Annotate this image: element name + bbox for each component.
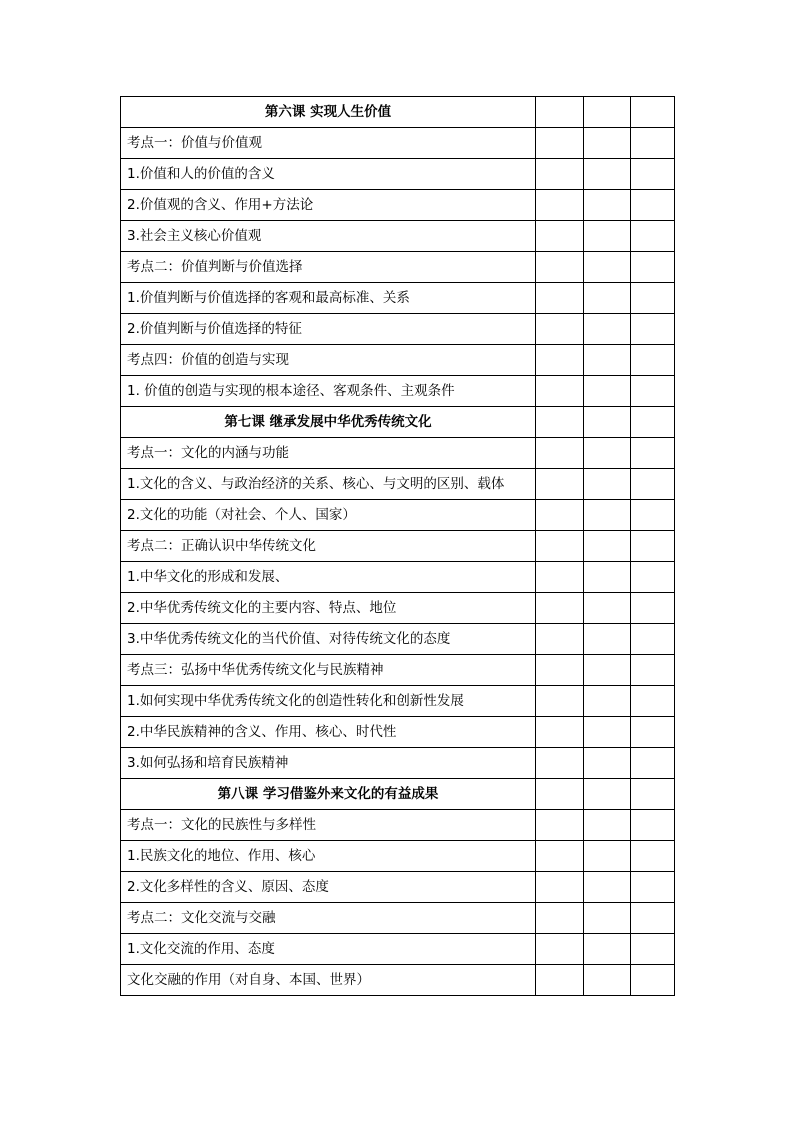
lesson-title: 第七课 继承发展中华优秀传统文化: [121, 407, 536, 438]
check-cell-2[interactable]: [584, 252, 631, 283]
lesson-title: 第八课 学习借鉴外来文化的有益成果: [121, 779, 536, 810]
check-cell-1[interactable]: [536, 252, 584, 283]
check-cell-1[interactable]: [536, 717, 584, 748]
knowledge-point-row: [121, 593, 675, 624]
knowledge-point-row: [121, 562, 675, 593]
knowledge-point-text: 2.文化多样性的含义、原因、态度: [121, 872, 536, 903]
knowledge-point-row: [121, 345, 675, 376]
check-cell-1[interactable]: [536, 159, 584, 190]
knowledge-point-text: 2.中华民族精神的含义、作用、核心、时代性: [121, 717, 536, 748]
lesson-heading-row: [121, 779, 675, 810]
check-cell-1[interactable]: [536, 376, 584, 407]
knowledge-point-text: 考点一：价值与价值观: [121, 128, 536, 159]
check-cell-2[interactable]: [584, 345, 631, 376]
review-checklist: [120, 96, 674, 996]
check-cell-3[interactable]: [631, 97, 675, 128]
check-cell-2[interactable]: [584, 376, 631, 407]
check-cell-3[interactable]: [631, 686, 675, 717]
check-cell-3[interactable]: [631, 314, 675, 345]
check-cell-1[interactable]: [536, 748, 584, 779]
check-cell-2[interactable]: [584, 190, 631, 221]
check-cell-3[interactable]: [631, 159, 675, 190]
check-cell-2[interactable]: [584, 810, 631, 841]
check-cell-3[interactable]: [631, 717, 675, 748]
check-cell-3[interactable]: [631, 903, 675, 934]
check-cell-3[interactable]: [631, 438, 675, 469]
check-cell-3[interactable]: [631, 252, 675, 283]
knowledge-point-row: [121, 469, 675, 500]
check-cell-3[interactable]: [631, 376, 675, 407]
lesson-heading-row: [121, 407, 675, 438]
check-cell-3[interactable]: [631, 655, 675, 686]
knowledge-point-row: [121, 314, 675, 345]
check-cell-2[interactable]: [584, 686, 631, 717]
check-cell-3[interactable]: [631, 810, 675, 841]
check-cell-1[interactable]: [536, 500, 584, 531]
knowledge-point-text: 1.民族文化的地位、作用、核心: [121, 841, 536, 872]
check-cell-1[interactable]: [536, 531, 584, 562]
check-cell-3[interactable]: [631, 624, 675, 655]
check-cell-3[interactable]: [631, 748, 675, 779]
knowledge-point-text: 3.如何弘扬和培育民族精神: [121, 748, 536, 779]
check-cell-2[interactable]: [584, 159, 631, 190]
knowledge-point-text: 1.如何实现中华优秀传统文化的创造性转化和创新性发展: [121, 686, 536, 717]
check-cell-2[interactable]: [584, 469, 631, 500]
knowledge-point-row: [121, 159, 675, 190]
knowledge-point-text: 1.文化交流的作用、态度: [121, 934, 536, 965]
check-cell-3[interactable]: [631, 500, 675, 531]
check-cell-2[interactable]: [584, 562, 631, 593]
knowledge-point-row: [121, 810, 675, 841]
knowledge-point-row: [121, 748, 675, 779]
check-cell-2[interactable]: [584, 624, 631, 655]
check-cell-3[interactable]: [631, 872, 675, 903]
lesson-title: 第六课 实现人生价值: [121, 97, 536, 128]
check-cell-1[interactable]: [536, 965, 584, 996]
check-cell-3[interactable]: [631, 190, 675, 221]
check-cell-1[interactable]: [536, 903, 584, 934]
knowledge-point-row: [121, 283, 675, 314]
check-cell-1[interactable]: [536, 872, 584, 903]
check-cell-1[interactable]: [536, 97, 584, 128]
check-cell-1[interactable]: [536, 686, 584, 717]
check-cell-1[interactable]: [536, 221, 584, 252]
knowledge-point-text: 2.中华优秀传统文化的主要内容、特点、地位: [121, 593, 536, 624]
check-cell-3[interactable]: [631, 283, 675, 314]
check-cell-2[interactable]: [584, 748, 631, 779]
knowledge-point-row: [121, 500, 675, 531]
check-cell-2[interactable]: [584, 500, 631, 531]
knowledge-point-text: 1.价值判断与价值选择的客观和最高标准、关系: [121, 283, 536, 314]
check-cell-3[interactable]: [631, 934, 675, 965]
knowledge-point-text: 考点一：文化的内涵与功能: [121, 438, 536, 469]
knowledge-point-text: 考点三：弘扬中华优秀传统文化与民族精神: [121, 655, 536, 686]
knowledge-point-row: [121, 965, 675, 996]
check-cell-1[interactable]: [536, 593, 584, 624]
knowledge-point-text: 文化交融的作用（对自身、本国、世界）: [121, 965, 536, 996]
check-cell-1[interactable]: [536, 407, 584, 438]
check-cell-1[interactable]: [536, 934, 584, 965]
knowledge-point-text: 1.中华文化的形成和发展、: [121, 562, 536, 593]
knowledge-point-row: [121, 221, 675, 252]
knowledge-point-table: [120, 96, 675, 996]
check-cell-1[interactable]: [536, 345, 584, 376]
check-cell-3[interactable]: [631, 221, 675, 252]
knowledge-point-row: [121, 655, 675, 686]
check-cell-3[interactable]: [631, 965, 675, 996]
check-cell-2[interactable]: [584, 717, 631, 748]
knowledge-point-row: [121, 376, 675, 407]
check-cell-2[interactable]: [584, 779, 631, 810]
check-cell-3[interactable]: [631, 128, 675, 159]
check-cell-3[interactable]: [631, 531, 675, 562]
knowledge-point-row: [121, 438, 675, 469]
knowledge-point-row: [121, 190, 675, 221]
knowledge-point-row: [121, 624, 675, 655]
check-cell-2[interactable]: [584, 965, 631, 996]
check-cell-2[interactable]: [584, 221, 631, 252]
knowledge-point-text: 考点二：价值判断与价值选择: [121, 252, 536, 283]
knowledge-point-text: 3.社会主义核心价值观: [121, 221, 536, 252]
check-cell-3[interactable]: [631, 469, 675, 500]
check-cell-2[interactable]: [584, 97, 631, 128]
check-cell-1[interactable]: [536, 438, 584, 469]
check-cell-1[interactable]: [536, 190, 584, 221]
check-cell-1[interactable]: [536, 314, 584, 345]
knowledge-point-text: 考点二：文化交流与交融: [121, 903, 536, 934]
knowledge-point-text: 考点二：正确认识中华传统文化: [121, 531, 536, 562]
check-cell-1[interactable]: [536, 283, 584, 314]
knowledge-point-row: [121, 717, 675, 748]
check-cell-2[interactable]: [584, 872, 631, 903]
knowledge-point-text: 1.文化的含义、与政治经济的关系、核心、与文明的区别、载体: [121, 469, 536, 500]
check-cell-1[interactable]: [536, 624, 584, 655]
check-cell-3[interactable]: [631, 345, 675, 376]
check-cell-2[interactable]: [584, 283, 631, 314]
knowledge-point-row: [121, 128, 675, 159]
knowledge-point-row: [121, 934, 675, 965]
knowledge-point-text: 3.中华优秀传统文化的当代价值、对待传统文化的态度: [121, 624, 536, 655]
check-cell-3[interactable]: [631, 407, 675, 438]
check-cell-2[interactable]: [584, 903, 631, 934]
knowledge-point-text: 1.价值和人的价值的含义: [121, 159, 536, 190]
check-cell-1[interactable]: [536, 841, 584, 872]
check-cell-3[interactable]: [631, 593, 675, 624]
knowledge-point-row: [121, 872, 675, 903]
knowledge-point-row: [121, 531, 675, 562]
check-cell-2[interactable]: [584, 314, 631, 345]
table-body: [121, 97, 675, 996]
check-cell-2[interactable]: [584, 593, 631, 624]
check-cell-2[interactable]: [584, 531, 631, 562]
check-cell-1[interactable]: [536, 779, 584, 810]
check-cell-1[interactable]: [536, 562, 584, 593]
check-cell-1[interactable]: [536, 128, 584, 159]
check-cell-3[interactable]: [631, 841, 675, 872]
check-cell-2[interactable]: [584, 655, 631, 686]
knowledge-point-row: [121, 686, 675, 717]
knowledge-point-text: 1. 价值的创造与实现的根本途径、客观条件、主观条件: [121, 376, 536, 407]
check-cell-3[interactable]: [631, 779, 675, 810]
check-cell-1[interactable]: [536, 655, 584, 686]
lesson-heading-row: [121, 97, 675, 128]
knowledge-point-row: [121, 841, 675, 872]
check-cell-1[interactable]: [536, 469, 584, 500]
knowledge-point-row: [121, 903, 675, 934]
check-cell-2[interactable]: [584, 934, 631, 965]
check-cell-2[interactable]: [584, 128, 631, 159]
check-cell-3[interactable]: [631, 562, 675, 593]
check-cell-2[interactable]: [584, 841, 631, 872]
check-cell-1[interactable]: [536, 810, 584, 841]
knowledge-point-row: [121, 252, 675, 283]
check-cell-2[interactable]: [584, 407, 631, 438]
knowledge-point-text: 2.文化的功能（对社会、个人、国家）: [121, 500, 536, 531]
knowledge-point-text: 考点一：文化的民族性与多样性: [121, 810, 536, 841]
knowledge-point-text: 考点四：价值的创造与实现: [121, 345, 536, 376]
check-cell-2[interactable]: [584, 438, 631, 469]
knowledge-point-text: 2.价值判断与价值选择的特征: [121, 314, 536, 345]
knowledge-point-text: 2.价值观的含义、作用+方法论: [121, 190, 536, 221]
